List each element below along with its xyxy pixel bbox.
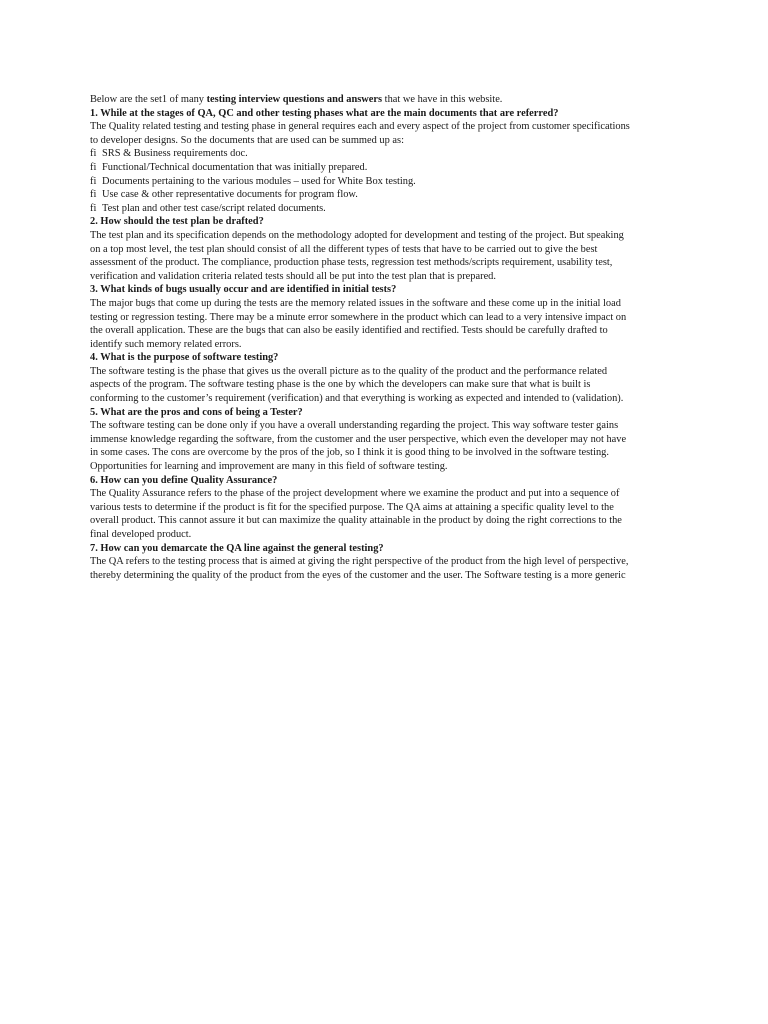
answer-line: identify such memory related errors. [90, 338, 242, 350]
answer-line: The major bugs that come up during the tests are the memory related issues in the software and these come up in the initial load [90, 297, 621, 309]
answer-line: verification and validation criteria related tests should all be put into the test plan that is prepared. [90, 270, 496, 282]
question-heading: 4. What is the purpose of software testing? [90, 352, 279, 364]
bullet-mark: fi [90, 189, 97, 201]
bullet-item [90, 147, 680, 161]
question-heading: 6. How can you define Quality Assurance? [90, 474, 278, 486]
question-heading: 2. How should the test plan be drafted? [90, 216, 264, 228]
answer-paragraph [90, 555, 680, 582]
question-heading: 3. What kinds of bugs usually occur and are identified in initial tests? [90, 284, 397, 296]
answer-paragraph [90, 419, 680, 473]
answer-line: to developer designs. So the documents that are used can be summed up as: [90, 134, 404, 146]
answer-paragraph [90, 365, 680, 406]
intro-link-text: testing interview questions and answers [206, 94, 383, 105]
bullet-text: SRS & Business requirements doc. [102, 148, 248, 160]
answer-line: The Quality Assurance refers to the phase of the project development where we examine the product and put into a sequence of [90, 488, 620, 500]
question-heading: 1. While at the stages of QA, QC and other testing phases what are the main documents that are referred? [90, 107, 559, 119]
answer-line: The Quality related testing and testing phase in general requires each and every aspect of the project from customer specifications [90, 121, 630, 133]
answer-line: on a top most level, the test plan should consist of all the different types of tests that have to be carried out to give the best [90, 243, 598, 255]
question-heading: 5. What are the pros and cons of being a Tester? [90, 406, 303, 418]
answer-paragraph [90, 120, 680, 147]
answer-line: thereby determining the quality of the product from the eyes of the customer and the user. The Software testing is a more generic [90, 569, 626, 581]
bullet-item [90, 202, 680, 216]
answer-line: the overall application. These are the bugs that can also be easily identified and rectified. Tests should be carefully drafted to [90, 325, 608, 337]
answer-line: aspects of the program. The software testing phase is the one by which the developers can make sure that what is built is [90, 379, 591, 391]
answer-line: conforming to the customer’s requirement (verification) and that everything is working as expected and intended to (validation). [90, 393, 624, 405]
answer-line: Opportunities for learning and improvement are many in this field of software testing. [90, 461, 448, 473]
bullet-mark: fi [90, 161, 97, 173]
bullet-mark: fi [90, 148, 97, 160]
bullet-mark: fi [90, 202, 97, 214]
answer-paragraph [90, 487, 680, 541]
bullet-item [90, 175, 680, 189]
bullet-text: Functional/Technical documentation that was initially prepared. [102, 161, 368, 173]
bullet-text: Test plan and other test case/script related documents. [102, 202, 326, 214]
answer-line: final developed product. [90, 529, 192, 540]
answer-line: overall product. This cannot assure it but can maximize the quality attainable in the product by doing the right corrections to the [90, 515, 622, 527]
document-page [90, 93, 680, 582]
answer-line: The test plan and its specification depends on the methodology adopted for development and testing of the project. But speaking [90, 229, 624, 241]
answer-line: testing or regression testing. There may be a minute error somewhere in the product which can lead to a very intensive impact on [90, 311, 627, 323]
bullet-item [90, 188, 680, 202]
answer-line: assessment of the product. The compliance, production phase tests, regression test methods/scripts requirement, usability test, [90, 257, 613, 269]
question-heading: 7. How can you demarcate the QA line against the general testing? [90, 542, 384, 554]
bullet-text: Documents pertaining to the various modules – used for White Box testing. [102, 175, 416, 187]
answer-line: The software testing is the phase that gives us the overall picture as to the quality of the product and the performance related [90, 365, 608, 377]
intro-text-after: that we have in this website. [382, 94, 503, 105]
bullet-item [90, 161, 680, 175]
bullet-mark: fi [90, 175, 97, 187]
intro-text-before: Below are the set1 of many [90, 94, 207, 105]
answer-line: various tests to determine if the product is fit for the specified purpose. The QA aims at attaining a specific quality level to the [90, 501, 614, 513]
answer-paragraph [90, 297, 680, 351]
answer-line: The QA refers to the testing process that is aimed at giving the right perspective of the product from the high level of perspective, [90, 556, 629, 568]
intro-paragraph [90, 93, 680, 107]
answer-line: in some cases. The cons are overcome by the pros of the job, so I think it is good thing to be involved in the software testing. [90, 447, 609, 459]
bullet-text: Use case & other representative documents for program flow. [102, 189, 358, 201]
answer-line: The software testing can be done only if you have a overall understanding regarding the project. This way software tester gains [90, 420, 619, 432]
answer-line: immense knowledge regarding the software, from the customer and the user perspective, which even the developer may not have [90, 433, 627, 445]
answer-paragraph [90, 229, 680, 283]
